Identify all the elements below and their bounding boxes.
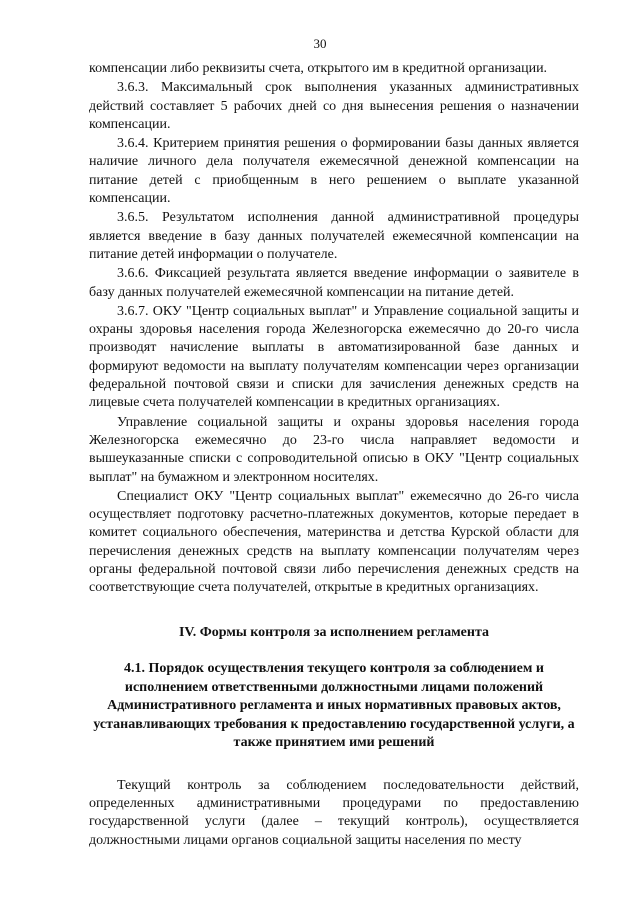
paragraph-3-6-5: 3.6.5. Результатом исполнения данной административной процедуры является введение в базу данных получателей ежемесячной компенсации на питание детей информации о получателе.	[89, 210, 579, 262]
paragraph-3-6-6: 3.6.6. Фиксацией результата является введение информации о заявителе в базу данных получателей ежемесячной компенсации на питание детей.	[89, 266, 579, 300]
paragraph-3-6-4: 3.6.4. Критерием принятия решения о формировании базы данных является наличие личного дела получателя ежемесячной денежной компенсации на питание детей с приобщенным в него решением о выплате указанной компенсации.	[89, 136, 579, 207]
page-number: 30	[313, 36, 327, 51]
subsection-title: 4.1. Порядок осуществления текущего контроля за соблюдением и исполнением ответственными должностными лицами положений Административного регламента и иных нормативных правовых актов, устанавливающих требования к предоставлению государственной услуги, а также принятием ими решений	[93, 660, 575, 751]
section-title: IV. Формы контроля за исполнением регламента	[178, 624, 490, 640]
paragraph-3-6-7: 3.6.7. ОКУ "Центр социальных выплат" и Управление социальной защиты и охраны здоровья населения города Железногорска ежемесячно до 20-го числа производят начисление выплаты в автоматизированной базе данных и формируют ведомости на выплату получателям компенсации через организации федеральной почтовой связи и списки для зачисления денежных средств на лицевые счета получателей компенсации в кредитных организациях.	[89, 303, 579, 411]
paragraph-specialist: Специалист ОКУ "Центр социальных выплат" ежемесячно до 26-го числа осуществляет подготовку расчетно-платежных документов, которые передает в комитет социального обеспечения, материнства и детства Курской области для перечисления денежных средств на выплату компенсации получателям через органы федеральной почтовой связи либо перечисления денежных средств на соответствующие счета получателей, открытые в кредитных организациях.	[89, 488, 579, 596]
paragraph-current-control: Текущий контроль за соблюдением последовательности действий, определенных административными процедурами по предоставлению государственной услуги (далее – текущий контроль), осуществляется должностными лицами органов социальной защиты населения по месту	[89, 777, 579, 848]
paragraph-social-protection: Управление социальной защиты и охраны здоровья населения города Железногорска ежемесячно до 23-го числа направляет ведомости и вышеуказанные списки с сопроводительной описью в ОКУ "Центр социальных выплат" на бумажном и электронном носителях.	[89, 414, 579, 485]
paragraph-continuation: компенсации либо реквизиты счета, открытого им в кредитной организации.	[89, 61, 548, 76]
paragraph-3-6-3: 3.6.3. Максимальный срок выполнения указанных административных действий составляет 5 рабочих дней со дня вынесения решения о назначении компенсации.	[89, 80, 579, 132]
document-body	[89, 60, 579, 851]
